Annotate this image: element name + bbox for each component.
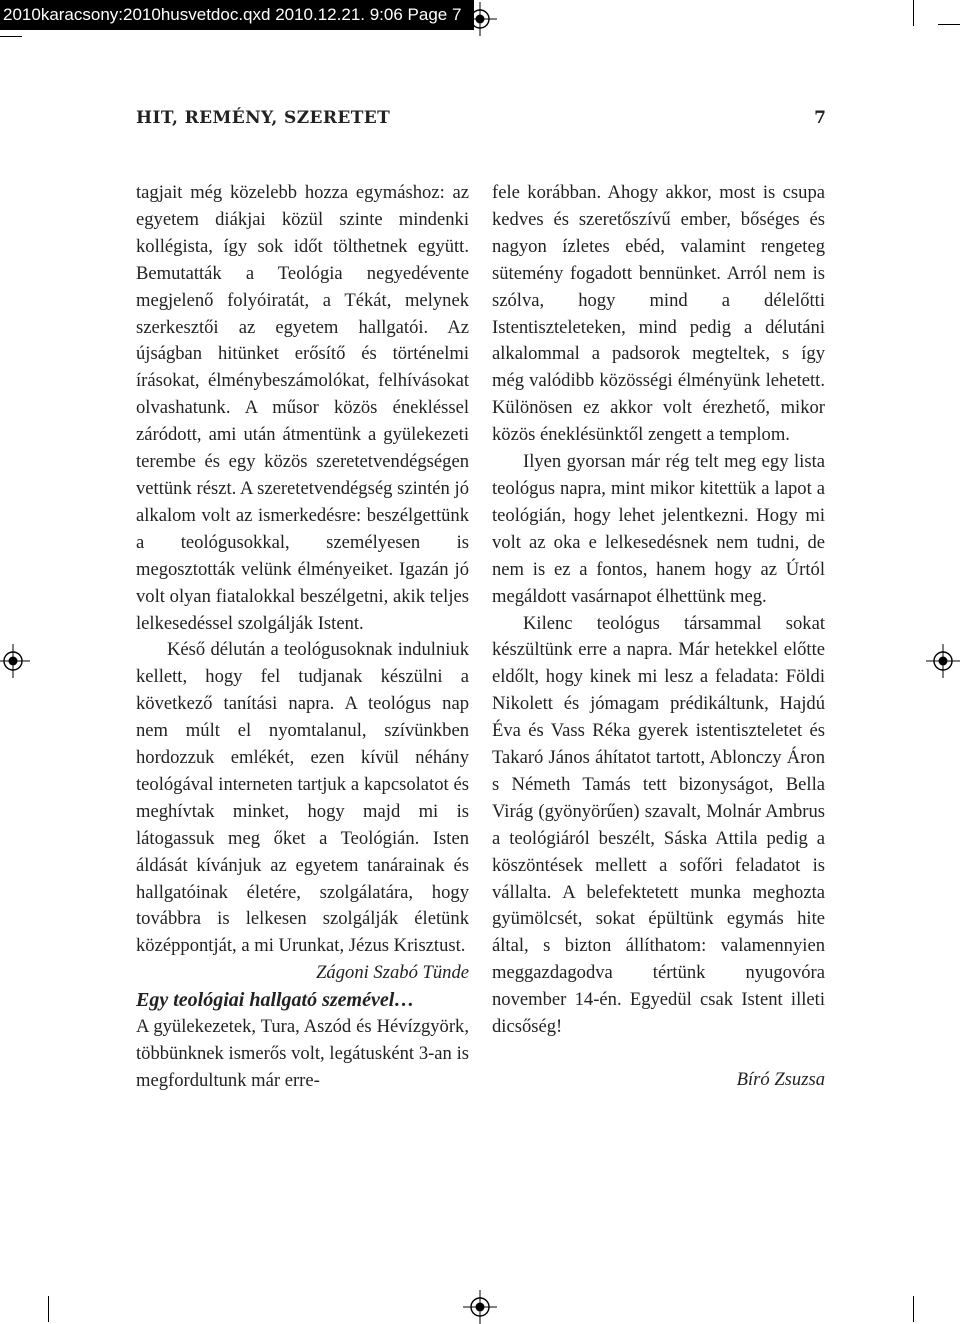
right-paragraph-1: fele korábban. Ahogy akkor, most is csupa kedves és szeretőszívű ember, bőséges és nagyon ízletes ebéd, valamint rengeteg sütemény fogadott bennünket. Arról nem is szólva, hogy mind a délelőtti Istentiszteleteken, mind pedig a délutáni alkalommal a padsorok megteltek, s így még valódibb közösségi élményünk lehetett. Különösen ez akkor volt érezhető, mikor közös éneklésünktől zengett a templom. — [492, 182, 825, 446]
registration-mark-bottom-icon — [463, 1290, 497, 1324]
right-column — [492, 180, 825, 1094]
header-title: HIT, REMÉNY, SZERETET — [136, 108, 391, 128]
crop-mark-top-right-1 — [913, 0, 914, 26]
registration-mark-right-icon — [926, 644, 960, 678]
article-subheading: Egy teológiai hallgató szemével… — [136, 989, 415, 1012]
page-number: 7 — [814, 108, 826, 128]
crop-mark-top-left — [0, 36, 22, 37]
registration-mark-left-icon — [0, 644, 30, 678]
left-paragraph-2: Késő délután a teológusoknak indulniuk kellett, hogy fel tudjanak készülni a következő tanítási napra. A teológus nap nem múlt el nyomtalanul, szívünkben hordozzuk emlékét, ezen kívül néhány teológával interneten tartjuk a kapcsolatot és meghívtak minket, hogy majd mi is látogassuk meg őket a Teológián. Isten áldását kívánjuk az egyetem tanárainak és hallgatóinak életére, szolgálatára, hogy továbbra is lelkesen szolgálják életünk középpontját, a mi Urunkat, Jézus Krisztust. — [136, 639, 469, 957]
left-paragraph-1: tagjait még közelebb hozza egymáshoz: az egyetem diákjai közül szinte mindenki kollégista, így sok időt tölthetnek együtt. Bemutatták a Teológia negyedévente megjelenő folyóiratát, a Tékát, melynek szerkesztői az egyetem hallgatói. Az újságban hitünket erősítő és történelmi írásokat, élménybeszámolókat, felhívásokat olvashatunk. A műsor közös énekléssel záródott, ami után átmentünk a gyülekezeti terembe és egy közös szeretetvendégségen vettünk részt. A szeretetvendégség szintén jó alkalom volt az ismerkedésre: beszélgettünk a teológusokkal, személyesen is megosztották velünk élményeiket. Igazán jó volt olyan fiatalokkal beszélgetni, akik teljes lelkesedéssel szolgálják Istent. — [136, 182, 469, 634]
right-paragraph-2: Ilyen gyorsan már rég telt meg egy lista teológus napra, mint mikor kitettük a lapot a teológián, hogy lehet jelentkezni. Hogy mi volt az oka e lelkesedésnek nem tudni, de nem is ez a fontos, hanem hogy az Úrtól megáldott vasárnapot élhettünk meg. — [492, 451, 825, 607]
file-slug: 2010karacsony:2010husvetdoc.qxd 2010.12.21. 9:06 Page 7 — [0, 0, 474, 30]
right-paragraph-3: Kilenc teológus társammal sokat készültünk erre a napra. Már hetekkel előtte eldőlt, hogy kinek mi lesz a feladata: Földi Nikolett és jómagam prédikáltunk, Hajdú Éva és Vass Réka gyerek istentiszteletet és Takaró János áhítatot tartott, Ablonczy Áron s Németh Tamás tett bizonyságot, Bella Virág (gyönyörűen) szavalt, Molnár Ambrus a teológiáról beszélt, Sáska Attila pedig a köszöntések mellett a sofőri feladatot is vállalta. A belefektetett munka meghozta gyümölcsét, sokat épültünk egymás hite által, s bizton állíthatom: valamennyien meggazdagodva tértünk nyugovóra november 14-én. Egyedül csak Istent illeti dicsőség! — [492, 612, 825, 1038]
right-signature: Bíró Zsuzsa — [736, 1069, 825, 1090]
crop-mark-bottom-right — [913, 1296, 914, 1322]
left-signature: Zágoni Szabó Tünde — [316, 962, 469, 984]
running-header — [136, 108, 826, 134]
crop-mark-top-right-2 — [938, 24, 960, 25]
crop-mark-bottom-left — [48, 1296, 49, 1322]
registration-mark-top-icon — [463, 2, 497, 36]
left-column — [136, 180, 469, 1095]
left-paragraph-3: A gyülekezetek, Tura, Aszód és Hévízgyörk, többünknek ismerős volt, legátusként 3-an is megfordultunk már erre- — [136, 1016, 469, 1091]
